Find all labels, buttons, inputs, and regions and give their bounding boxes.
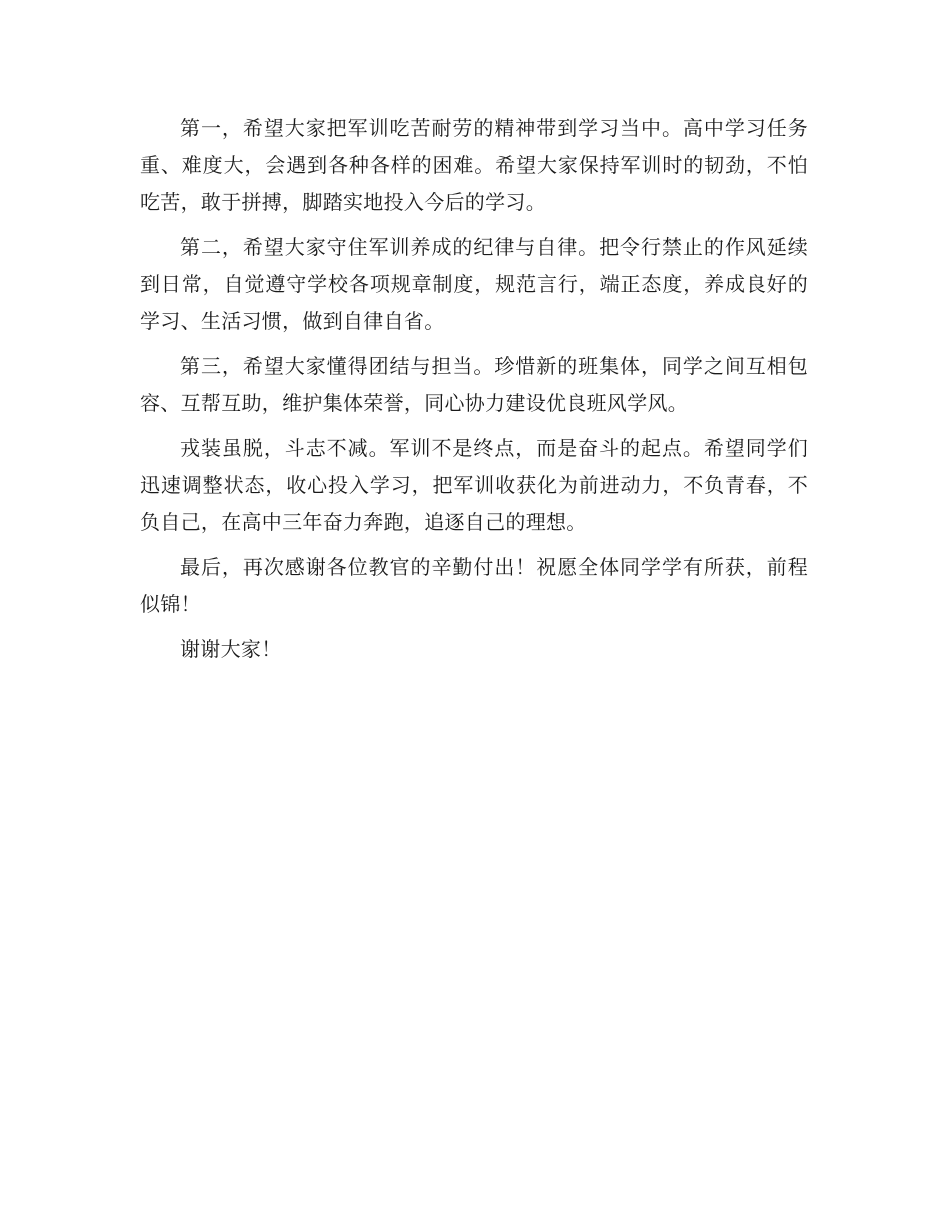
paragraph-3: 第三，希望大家懂得团结与担当。珍惜新的班集体，同学之间互相包容、互帮互助，维护集体荣誉，同心协力建设优良班风学风。 [140,354,808,415]
paragraph-4: 戎装虽脱，斗志不减。军训不是终点，而是奋斗的起点。希望同学们迅速调整状态，收心投入学习，把军训收获化为前进动力，不负青春，不负自己，在高中三年奋力奔跑，追逐自己的理想。 [140,436,808,534]
paragraph-6: 谢谢大家！ [180,637,282,661]
paragraph-5: 最后，再次感谢各位教官的辛勤付出！祝愿全体同学学有所获，前程似锦！ [140,555,808,616]
paragraph-1: 第一，希望大家把军训吃苦耐劳的精神带到学习当中。高中学习任务重、难度大，会遇到各种各样的困难。希望大家保持军训时的韧劲，不怕吃苦，敢于拼搏，脚踏实地投入今后的学习。 [140,116,808,214]
document-body [140,110,808,676]
paragraph-2: 第二，希望大家守住军训养成的纪律与自律。把令行禁止的作风延续到日常，自觉遵守学校各项规章制度，规范言行，端正态度，养成良好的学习、生活习惯，做到自律自省。 [140,235,808,333]
